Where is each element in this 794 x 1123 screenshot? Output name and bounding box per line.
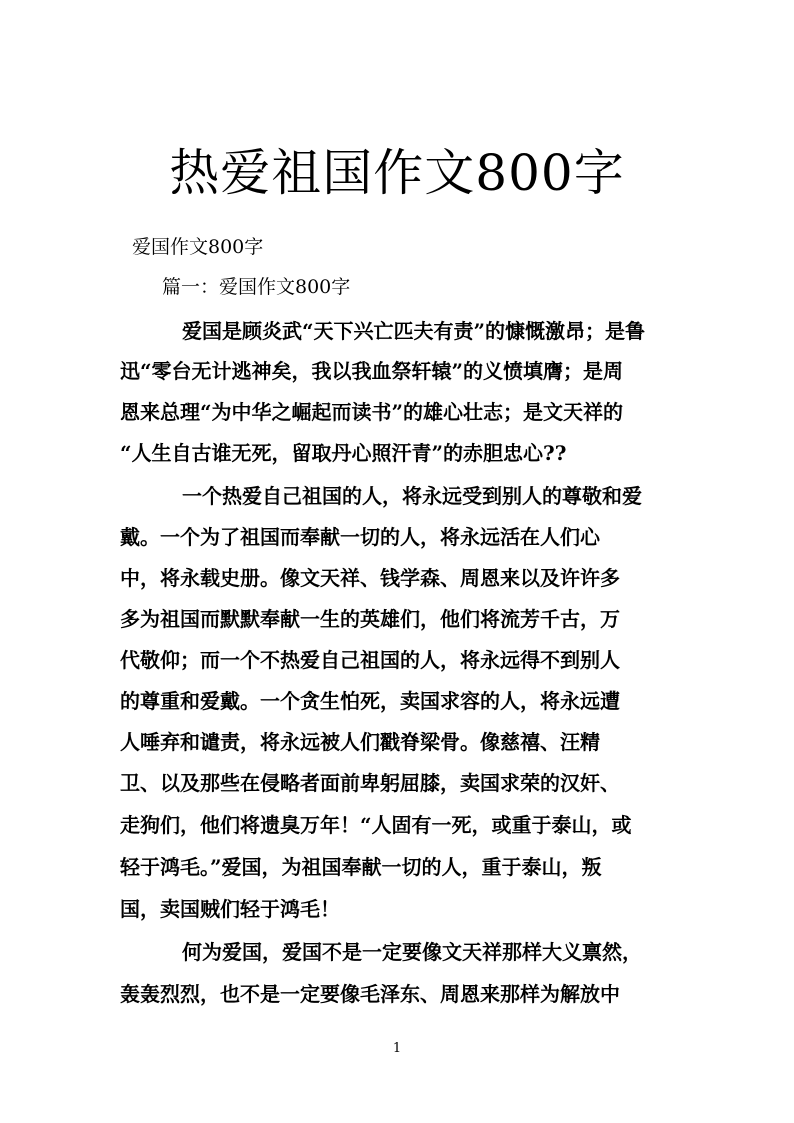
body-line: 恩来总理“为中华之崛起而读书”的雄心壮志；是文天祥的 (120, 400, 624, 424)
page-title: 热爱祖国作文800字 (169, 144, 625, 202)
body-line: 卫、以及那些在侵略者面前卑躬屈膝，卖国求荣的汉奸、 (120, 771, 620, 795)
body-line: 国，卖国贼们轻于鸿毛！ (120, 897, 340, 921)
page-number: 1 (392, 1041, 402, 1056)
body-line: 轰轰烈烈，也不是一定要像毛泽东、周恩来那样为解放中 (120, 982, 620, 1006)
body-line: 多为祖国而默默奉献一生的英雄们，他们将流芳千古，万 (120, 607, 620, 631)
body-line: 何为爱国，爱国不是一定要像文天祥那样大义禀然， (182, 940, 642, 964)
body-line: 中，将永载史册。像文天祥、钱学森、周恩来以及许许多 (120, 566, 620, 590)
body-line: 走狗们，他们将遗臭万年！“人固有一死，或重于泰山，或 (120, 813, 632, 837)
body-line: 轻于鸿毛。”爱国，为祖国奉献一切的人，重于泰山，叛 (120, 855, 602, 879)
body-line: “人生自古谁无死，留取丹心照汗青”的赤胆忠心?? (120, 441, 567, 465)
document-subtitle: 爱国作文800字 (132, 236, 264, 258)
body-line: 迅“零台无计逃神矣，我以我血祭轩辕”的义愤填膺；是周 (120, 359, 624, 383)
body-line: 人唾弃和谴责，将永远被人们戳脊梁骨。像慈禧、汪精 (120, 730, 600, 754)
body-line: 的尊重和爱戴。一个贪生怕死，卖国求容的人，将永远遭 (120, 689, 620, 713)
section-heading: 篇一：爱国作文800字 (162, 276, 351, 298)
body-line: 一个热爱自己祖国的人，将永远受到别人的尊敬和爱 (182, 484, 642, 508)
body-line: 戴。一个为了祖国而奉献一切的人，将永远活在人们心 (120, 525, 600, 549)
body-line: 代敬仰；而一个不热爱自己祖国的人，将永远得不到别人 (120, 648, 620, 672)
body-line: 爱国是顾炎武“天下兴亡匹夫有责”的慷慨激昂；是鲁 (182, 319, 646, 343)
